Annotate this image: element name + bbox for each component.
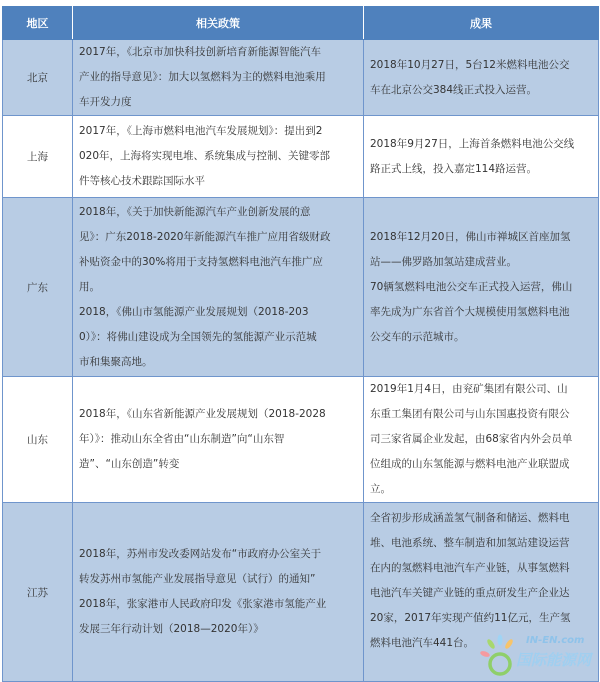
table-row <box>3 198 599 377</box>
result-line: 2018年12月20日，佛山市禅城区首座加氢 <box>370 230 571 243</box>
policy-line: 2018年，苏州市发改委网站发布“市政府办公室关于 <box>79 548 322 560</box>
policy-line: 年）》：推动山东全省由“山东制造”向“山东智 <box>79 433 285 445</box>
region-cell: 江苏 <box>3 503 73 682</box>
result-line: 位组成的山东氢能源与燃料电池产业联盟成 <box>370 458 570 470</box>
region-cell: 广东 <box>3 198 73 377</box>
result-cell <box>364 377 599 503</box>
policy-line: 2018，《佛山市氢能源产业发展规划（2018-203 <box>79 305 309 318</box>
policy-cell <box>73 198 364 377</box>
policy-line: 2017年，《上海市燃料电池汽车发展规划》：提出到2 <box>79 125 323 137</box>
region-cell: 北京 <box>3 40 73 116</box>
result-line: 车在北京公交384线正式投入运营。 <box>370 83 538 96</box>
header-policy: 相关政策 <box>73 7 364 40</box>
table-row <box>3 377 599 503</box>
policy-cell <box>73 503 364 682</box>
header-result: 成果 <box>364 7 599 40</box>
result-line: 2018年10月27日，5台12米燃料电池公交 <box>370 58 570 71</box>
watermark-cn: 国际能源网 <box>516 651 592 669</box>
result-line: 2019年1月4日，由兖矿集团有限公司、山 <box>370 383 568 395</box>
result-line: 站——佛罗路加氢站建成营业。 <box>370 255 517 268</box>
table-header <box>3 7 599 40</box>
result-line: 在内的氢燃料电池汽车产业链，从事氢燃料 <box>370 562 570 574</box>
region-cell: 山东 <box>3 377 73 503</box>
policy-cell <box>73 116 364 198</box>
result-cell <box>364 198 599 377</box>
result-line: 公交车的示范城市。 <box>370 330 465 343</box>
policy-line: 转发苏州市氢能产业发展指导意见（试行）的通知” <box>79 573 316 585</box>
region-cell: 上海 <box>3 116 73 198</box>
result-line: 2018年9月27日，上海首条燃料电池公交线 <box>370 137 575 150</box>
policy-line: 用。 <box>79 280 100 293</box>
result-line: 20家，2017年实现产值约11亿元，生产氢 <box>370 612 571 624</box>
policy-line: 发展三年行动计划（2018—2020年）》 <box>79 623 264 635</box>
policy-line: 件等核心技术跟踪国际水平 <box>79 175 205 187</box>
policy-cell <box>73 40 364 116</box>
policy-line: 见》：广东2018-2020年新能源汽车推广应用省级财政 <box>79 230 331 243</box>
policy-line: 2018年，张家港市人民政府印发《张家港市氢能产业 <box>79 598 327 610</box>
header-region: 地区 <box>3 7 73 40</box>
policy-line: 020年，上海将实现电堆、系统集成与控制、关键零部 <box>79 150 331 162</box>
result-line: 司三家省属企业发起，由68家省内外会员单 <box>370 433 573 445</box>
policy-line: 车开发力度 <box>79 96 132 108</box>
flower-logo-icon <box>478 633 518 677</box>
result-line: 路正式上线，投入嘉定114路运营。 <box>370 162 538 175</box>
policy-line: 0）》：将佛山建设成为全国领先的氢能源产业示范城 <box>79 330 317 343</box>
result-line: 全省初步形成涵盖氢气制备和储运、燃料电 <box>370 512 570 524</box>
policy-line: 造”、“山东创造”转变 <box>79 458 180 470</box>
policy-line: 2018年，《山东省新能源产业发展规划（2018-2028 <box>79 408 326 420</box>
policy-line: 市和集聚高地。 <box>79 355 153 368</box>
policy-table <box>2 6 599 682</box>
result-cell <box>364 116 599 198</box>
policy-line: 补贴资金中的30%将用于支持氢燃料电池汽车推广应 <box>79 255 323 268</box>
table-row <box>3 116 599 198</box>
watermark-logo <box>478 633 596 677</box>
result-line: 燃料电池汽车441台。 <box>370 637 475 649</box>
result-line: 70辆氢燃料电池公交车正式投入运营，佛山 <box>370 280 573 293</box>
table-row <box>3 40 599 116</box>
result-line: 东重工集团有限公司与山东国惠投资有限公 <box>370 408 570 420</box>
result-cell <box>364 40 599 116</box>
policy-line: 2018年，《关于加快新能源汽车产业创新发展的意 <box>79 205 311 218</box>
result-line: 电池汽车关键产业链的重点研发生产企业达 <box>370 587 570 599</box>
result-line: 率先成为广东省首个大规模使用氢燃料电池 <box>370 305 570 318</box>
policy-line: 2017年，《北京市加快科技创新培育新能源智能汽车 <box>79 46 321 58</box>
result-line: 堆、电池系统、整车制造和加氢站建设运营 <box>370 537 570 549</box>
result-line: 立。 <box>370 483 391 495</box>
watermark-en: IN-EN.com <box>526 635 585 646</box>
policy-cell <box>73 377 364 503</box>
policy-line: 产业的指导意见》：加大以氢燃料为主的燃料电池乘用 <box>79 71 326 83</box>
